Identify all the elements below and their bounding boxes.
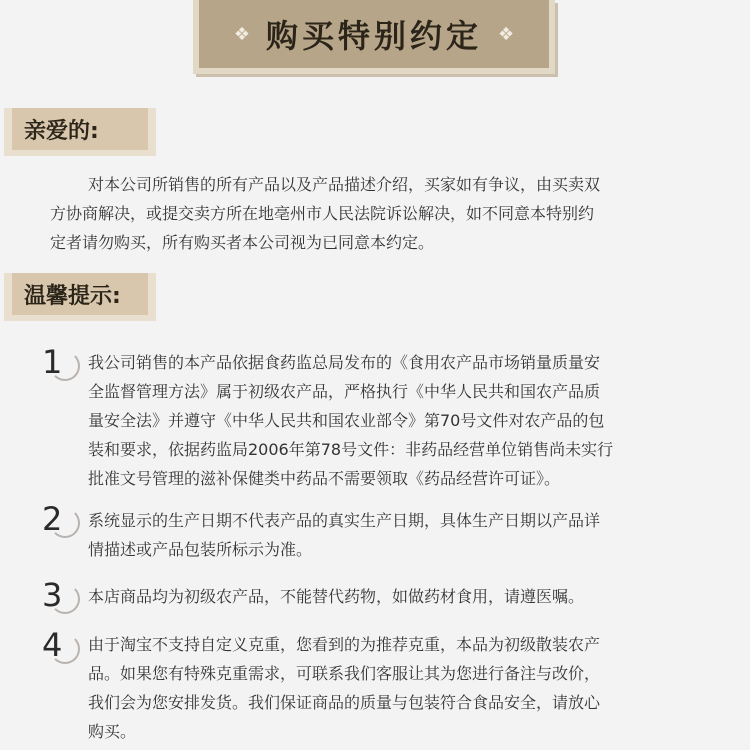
tip-line: 全监督管理方法》属于初级农产品，严格执行《中华人民共和国农产品质: [88, 382, 601, 401]
tip-text-4: [88, 630, 718, 746]
tip-line: 量安全法》并遵守《中华人民共和国农业部令》第70号文件对农产品的包: [88, 411, 605, 430]
tip-number-label: 1: [42, 343, 63, 381]
section-heading-tips: [4, 273, 156, 321]
title-inner: [199, 0, 549, 68]
tip-number-label: 3: [42, 576, 63, 614]
tip-line: 系统显示的生产日期不代表产品的真实生产日期，具体生产日期以产品详: [88, 511, 601, 530]
agreement-line: 定者请勿购买，所有购买者本公司视为已同意本约定。: [50, 233, 435, 252]
agreement-line: 对本公司所销售的所有产品以及产品描述介绍，买家如有争议，由买卖双: [88, 175, 601, 194]
tip-line: 批准文号管理的滋补保健类中药品不需要领取《药品经营许可证》。: [88, 469, 561, 488]
title-banner: [193, 0, 555, 74]
tip-line: 购买。: [88, 722, 137, 741]
tip-line: 由于淘宝不支持自定义克重，您看到的为推荐克重，本品为初级散装农产: [88, 635, 601, 654]
tip-number-label: 2: [42, 500, 63, 538]
section-heading-dear-label: 亲爱的:: [12, 108, 148, 150]
tip-line: 情描述或产品包装所标示为准。: [88, 540, 313, 559]
tip-text-1: [88, 348, 718, 493]
tip-number-4: [38, 628, 78, 668]
agreement-paragraph: [50, 170, 718, 257]
tip-number-1: [38, 345, 78, 385]
left-diamond-icon: ❖: [233, 23, 250, 45]
tip-line: 装和要求，依据药监局2006年第78号文件：非药品经营单位销售尚未实行: [88, 440, 614, 459]
tip-number-3: [38, 578, 78, 618]
tip-line: 品。如果您有特殊克重需求，可联系我们客服让其为您进行备注与改价，: [88, 664, 601, 683]
tip-line: 我们会为您安排发货。我们保证商品的质量与包装符合食品安全，请放心: [88, 693, 601, 712]
page-title: 购买特别约定: [265, 17, 482, 55]
tip-text-3: [88, 582, 718, 611]
section-heading-tips-label: 温馨提示:: [12, 273, 148, 315]
right-diamond-icon: ❖: [498, 23, 515, 45]
tip-number-label: 4: [42, 626, 63, 664]
tip-number-2: [38, 502, 78, 542]
tip-line: 本店商品均为初级农产品，不能替代药物，如做药材食用，请遵医嘱。: [88, 587, 585, 606]
agreement-line: 方协商解决，或提交卖方所在地亳州市人民法院诉讼解决，如不同意本特别约: [50, 204, 595, 223]
tip-text-2: [88, 506, 718, 564]
section-heading-dear: [4, 108, 156, 156]
tip-line: 我公司销售的本产品依据食药监总局发布的《食用农产品市场销量质量安: [88, 353, 601, 372]
